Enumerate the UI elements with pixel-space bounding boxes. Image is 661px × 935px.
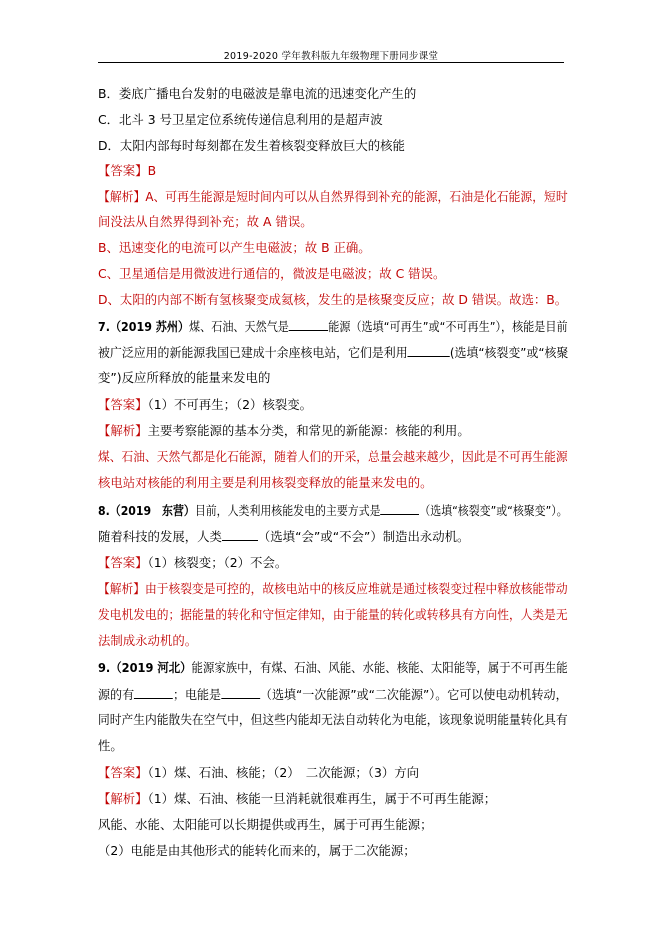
q9-analysis-line-2: 风能、水能、太阳能可以长期提供或再生，属于可再生能源； <box>98 817 433 832</box>
question-number: 7. <box>98 319 110 334</box>
fill-blank <box>222 528 258 541</box>
answer-tag: 【答案】 <box>98 765 148 780</box>
q7-analysis-line-3: 核电站对核能的利用主要是利用核裂变释放的能量来发电的。 <box>98 475 433 490</box>
question-number: 9. <box>98 660 111 675</box>
analysis-text: 主要考察能源的基本分类，和常见的新能源：核能的利用。 <box>147 423 470 438</box>
fill-blank <box>134 686 173 699</box>
q6-option-b: B．娄底广播电台发射的电磁波是靠电流的迅速变化产生的 <box>98 86 417 101</box>
q7-analysis-line-1 <box>98 423 470 439</box>
q7-line-2 <box>98 344 568 361</box>
q9-analysis-line-1 <box>98 791 496 807</box>
q9-line-4: 性。 <box>98 738 123 753</box>
analysis-text: （1）煤、石油、核能一旦消耗就很难再生，属于不可再生能源； <box>147 791 497 806</box>
q9-line-1 <box>98 660 568 676</box>
q6-analysis-line-2: 间没法从自然界得到补充；故 A 错误。 <box>98 214 313 229</box>
q9-text: 源的有 <box>98 687 135 702</box>
q9-text: ；电能是 <box>172 687 222 702</box>
analysis-tag: 【解析】 <box>98 581 145 596</box>
q7-text: 被广泛应用的新能源我国已建成十余座核电站，它们是利用 <box>98 345 408 360</box>
question-source: （2019 东营） <box>109 503 195 518</box>
q9-line-3: 同时产生内能散失在空气中，但这些内能却无法自动转化为电能，该现象说明能量转化具有 <box>98 712 568 727</box>
fill-blank <box>289 318 328 331</box>
q7-line-3: 变”)反应所释放的能量来发电的 <box>98 370 271 385</box>
question-source: （2019 河北） <box>110 660 192 675</box>
analysis-tag: 【解析】 <box>98 791 148 806</box>
q6-analysis-line-3: B、迅速变化的电流可以产生电磁波；故 B 正确。 <box>98 240 371 255</box>
answer-tag: 【答案】 <box>98 163 148 178</box>
analysis-text: A、可再生能源是短时间内可以从自然界得到补充的能源，石油是化石能源，短时 <box>145 189 568 204</box>
q7-analysis-line-2: 煤、石油、天然气都是化石能源，随着人们的开采，总量会越来越少，因此是不可再生能源 <box>98 449 568 464</box>
answer-text: B <box>147 163 157 178</box>
analysis-tag: 【解析】 <box>98 423 148 438</box>
question-source: （2019 苏州） <box>109 319 190 334</box>
q8-answer <box>98 555 287 571</box>
q8-text: （选填“核裂变”或“核聚变”）。 <box>419 503 568 518</box>
fill-blank <box>408 344 450 357</box>
q8-text: （选填“会”或“不会”）制造出永动机。 <box>257 529 470 544</box>
q8-analysis-line-2: 发电机发电的；据能量的转化和守恒定律知，由于能量的转化或转移具有方向性，人类是无 <box>98 607 568 622</box>
q7-text: (选填“核裂变”或“核聚 <box>449 345 569 360</box>
q7-text: 能源（选填“可再生”或“不可再生”），核能是目前 <box>328 319 568 334</box>
question-number: 8. <box>98 503 110 518</box>
analysis-tag: 【解析】 <box>98 189 146 204</box>
answer-tag: 【答案】 <box>98 555 148 570</box>
q7-line-1 <box>98 318 568 335</box>
q8-analysis-line-1 <box>98 581 568 597</box>
answer-tag: 【答案】 <box>98 397 148 412</box>
answer-text: （1）煤、石油、核能；（2） 二次能源；（3）方向 <box>147 765 420 780</box>
q8-text: 随着科技的发展，人类 <box>98 529 222 544</box>
q7-text: 煤、石油、天然气是 <box>189 319 289 334</box>
answer-text: （1）核裂变；（2）不会。 <box>147 555 288 570</box>
q6-analysis-line-4: C、卫星通信是用微波进行通信的，微波是电磁波；故 C 错误。 <box>98 266 446 281</box>
q9-answer <box>98 765 419 781</box>
q9-text: （选填“一次能源”或“二次能源”）。它可以使电动机转动， <box>259 687 568 702</box>
q7-answer <box>98 397 312 413</box>
q9-analysis-line-3: （2）电能是由其他形式的能转化而来的，属于二次能源； <box>98 843 416 858</box>
fill-blank <box>381 502 420 515</box>
q8-text: 目前，人类利用核能发电的主要方式是 <box>194 503 381 518</box>
q8-line-2 <box>98 528 469 545</box>
q6-analysis-line-1 <box>98 189 568 205</box>
q8-line-1 <box>98 502 568 519</box>
q6-analysis-line-5: D、太阳的内部不断有氢核聚变成氦核，发生的是核聚变反应；故 D 错误。故选：B。 <box>98 292 568 307</box>
q6-option-c: C．北斗 3 号卫星定位系统传递信息利用的是超声波 <box>98 112 383 127</box>
answer-text: （1）不可再生；（2）核裂变。 <box>147 397 313 412</box>
header-rule <box>98 62 564 63</box>
analysis-text: 由于核裂变是可控的，故核电站中的核反应堆就是通过核裂变过程中释放核能带动 <box>144 581 568 596</box>
page-header: 2019-2020 学年教科版九年级物理下册同步课堂 <box>223 51 439 62</box>
q9-text: 能源家族中，有煤、石油、风能、水能、核能、太阳能等，属于不可再生能 <box>191 660 568 675</box>
q8-analysis-line-3: 法制成永动机的。 <box>98 633 198 648</box>
q6-answer <box>98 163 156 179</box>
q9-line-2 <box>98 686 568 703</box>
q6-option-d: D．太阳内部每时每刻都在发生着核裂变释放巨大的核能 <box>98 138 405 153</box>
fill-blank <box>221 686 260 699</box>
